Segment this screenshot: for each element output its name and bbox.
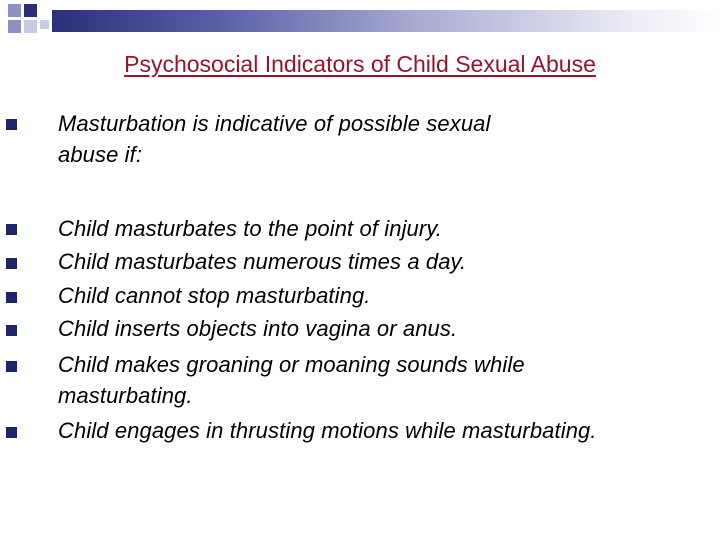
intro-text	[58, 108, 708, 170]
slide-title: Psychosocial Indicators of Child Sexual Abuse	[124, 51, 596, 77]
square-bullet-icon	[6, 361, 17, 372]
list-item-text: Child makes groaning or moaning sounds while	[58, 352, 525, 377]
list-item-text-continued: masturbating.	[58, 383, 193, 408]
square-bullet-icon	[6, 258, 17, 269]
list-item	[58, 415, 708, 446]
square-bullet-icon	[6, 224, 17, 235]
list-item-text: Child cannot stop masturbating.	[58, 283, 371, 308]
square-bullet-icon	[6, 119, 17, 130]
list-item	[58, 246, 708, 277]
list-item-text: Child engages in thrusting motions while masturbating.	[58, 418, 597, 443]
list-item	[58, 213, 708, 244]
square-bullet-icon	[6, 325, 17, 336]
list-item-text: Child masturbates to the point of injury.	[58, 216, 442, 241]
list-item-text: Child inserts objects into vagina or anus.	[58, 316, 458, 341]
intro-line-2: abuse if:	[58, 142, 143, 167]
list-item	[58, 280, 708, 311]
intro-line-1: Masturbation is indicative of possible sexual	[58, 111, 491, 136]
square-bullet-icon	[6, 292, 17, 303]
list-item	[58, 349, 708, 411]
square-bullet-icon	[6, 427, 17, 438]
top-banner	[52, 10, 720, 32]
list-item-text: Child masturbates numerous times a day.	[58, 249, 467, 274]
list-item	[58, 313, 708, 344]
decorative-squares-icon	[0, 0, 60, 52]
